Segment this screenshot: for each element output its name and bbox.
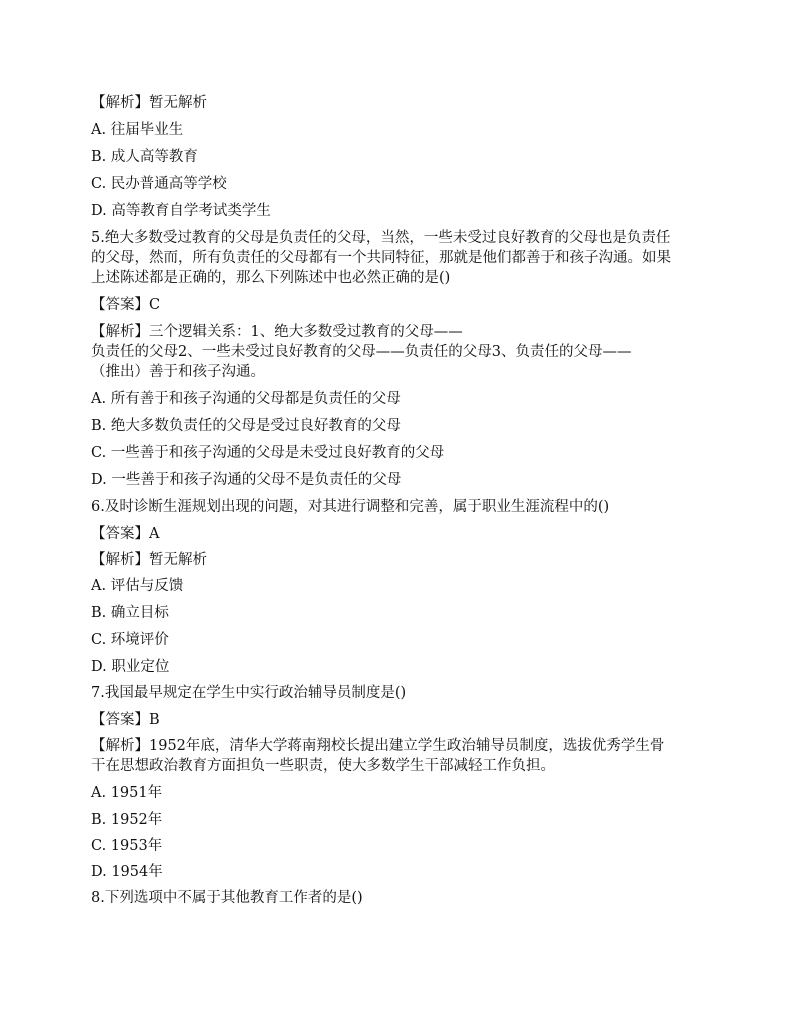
q5-option-b: B. 绝大多数负责任的父母是受过良好教育的父母 xyxy=(91,418,401,434)
q7-option-b: B. 1952年 xyxy=(91,812,163,828)
q6-answer: 【答案】A xyxy=(91,526,160,542)
q6-option-a: A. 评估与反馈 xyxy=(91,578,184,594)
q5-question-line-2: 的父母，然而，所有负责任的父母都有一个共同特征，那就是他们都善于和孩子沟通。如果 xyxy=(91,250,671,266)
q7-option-d: D. 1954年 xyxy=(91,864,163,880)
q5-analysis-line-3: （推出）善于和孩子沟通。 xyxy=(91,364,265,380)
q5-analysis-line-1: 【解析】三个逻辑关系：1、绝大多数受过教育的父母—— xyxy=(91,324,463,340)
q4-analysis: 【解析】暂无解析 xyxy=(91,95,207,111)
q7-analysis-line-2: 干在思想政治教育方面担负一些职责，使大多数学生干部减轻工作负担。 xyxy=(91,758,555,774)
q4-option-c: C. 民办普通高等学校 xyxy=(91,176,227,192)
q7-option-a: A. 1951年 xyxy=(91,785,163,801)
q6-question: 6.及时诊断生涯规划出现的问题，对其进行调整和完善，属于职业生涯流程中的() xyxy=(91,499,610,515)
q5-answer: 【答案】C xyxy=(91,297,161,313)
q7-answer: 【答案】B xyxy=(91,712,160,728)
q6-analysis: 【解析】暂无解析 xyxy=(91,552,207,568)
q4-option-d: D. 高等教育自学考试类学生 xyxy=(91,203,271,219)
q6-option-d: D. 职业定位 xyxy=(91,659,170,675)
q5-question-line-3: 上述陈述都是正确的，那么下列陈述中也必然正确的是() xyxy=(91,270,451,286)
q7-analysis-line-1: 【解析】1952年底，清华大学蒋南翔校长提出建立学生政治辅导员制度，选拔优秀学生骨 xyxy=(91,738,665,754)
q4-option-a: A. 往届毕业生 xyxy=(91,122,184,138)
q7-question: 7.我国最早规定在学生中实行政治辅导员制度是() xyxy=(91,685,407,701)
q5-option-d: D. 一些善于和孩子沟通的父母不是负责任的父母 xyxy=(91,472,402,488)
q5-option-a: A. 所有善于和孩子沟通的父母都是负责任的父母 xyxy=(91,391,401,407)
q5-question-line-1: 5.绝大多数受过教育的父母是负责任的父母，当然，一些未受过良好教育的父母也是负责任 xyxy=(91,230,671,246)
q7-option-c: C. 1953年 xyxy=(91,838,163,854)
q4-option-b: B. 成人高等教育 xyxy=(91,149,198,165)
q6-option-b: B. 确立目标 xyxy=(91,605,169,621)
q8-question: 8.下列选项中不属于其他教育工作者的是() xyxy=(91,890,363,906)
q6-option-c: C. 环境评价 xyxy=(91,632,169,648)
q5-analysis-line-2: 负责任的父母2、一些未受过良好教育的父母——负责任的父母3、负责任的父母—— xyxy=(91,344,632,360)
q5-option-c: C. 一些善于和孩子沟通的父母是未受过良好教育的父母 xyxy=(91,445,445,461)
